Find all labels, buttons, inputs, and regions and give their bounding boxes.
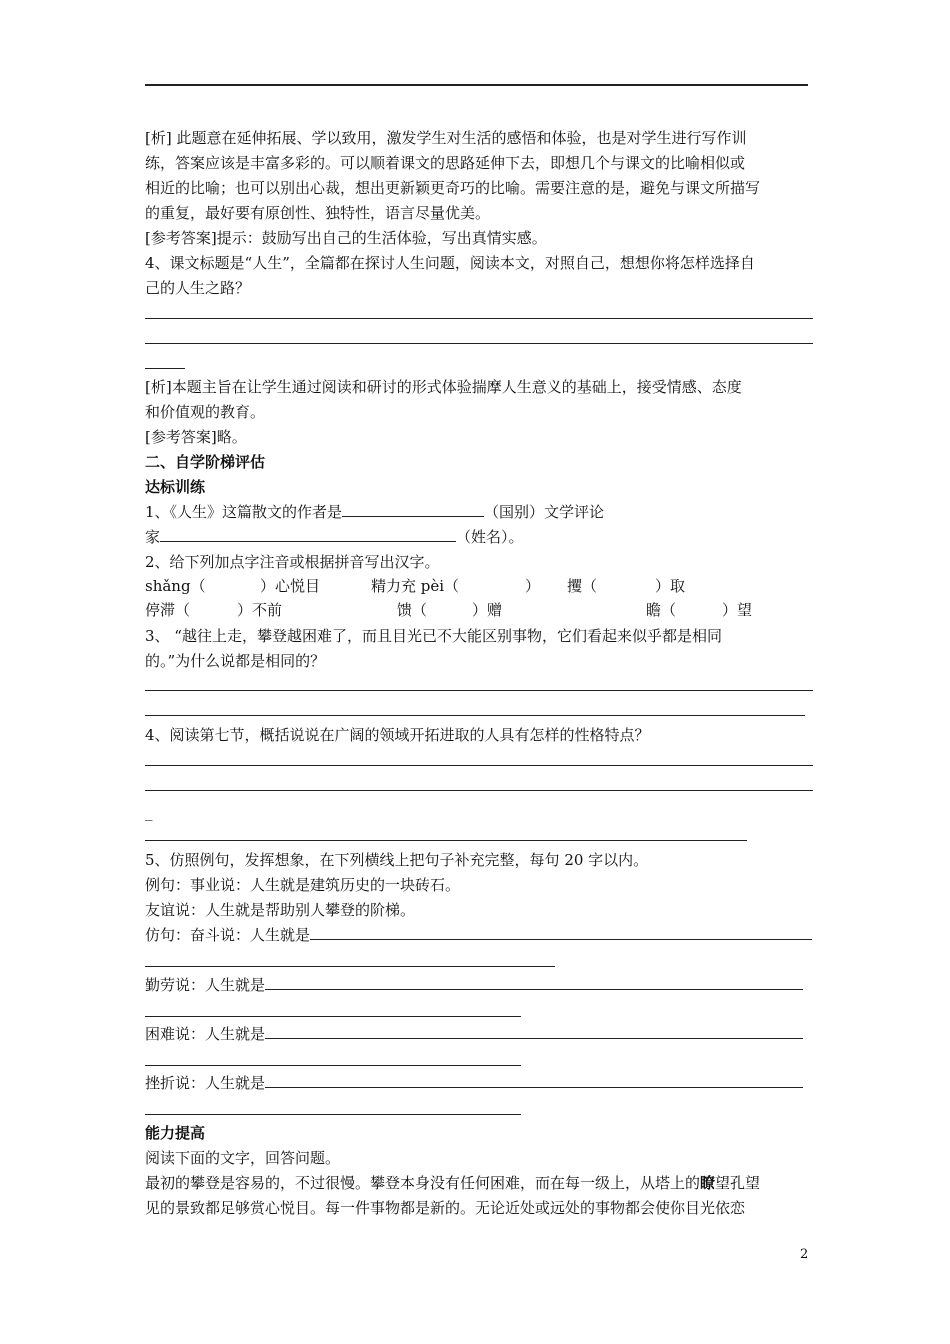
pinyin-item: ）不前 [237, 601, 283, 619]
blank-labor[interactable] [265, 973, 803, 990]
pinyin-item: ）取 [655, 577, 686, 595]
analysis-q4-line1: [析]本题主旨在让学生通过阅读和研讨的形式体验揣摩人生意义的基础上，接受情感、态度 [145, 378, 742, 396]
answer-q3: [参考答案]提示：鼓励写出自己的生活体验，写出真情实感。 [145, 229, 547, 247]
answer-q4: [参考答案]略。 [145, 428, 247, 446]
subsection-heading: 达标训练 [145, 478, 206, 496]
answer-line[interactable] [145, 790, 813, 791]
pinyin-item: ）赠 [472, 601, 503, 619]
pinyin-item: 停滞（ [145, 601, 191, 619]
passage-line1 [145, 1171, 760, 1195]
pinyin-item: ）望 [722, 601, 753, 619]
question-4b: 4、阅读第七节，概括说说在广阔的领域开拓进取的人具有怎样的性格特点？ [145, 726, 650, 744]
answer-line[interactable] [145, 765, 813, 766]
question-3-line2: 的。”为什么说都是相同的？ [145, 652, 326, 670]
blank-setback[interactable] [265, 1071, 803, 1088]
answer-line[interactable] [145, 715, 805, 716]
pinyin-item: 攫（ [567, 577, 598, 595]
question-5: 5、仿照例句，发挥想象，在下列横线上把句子补充完整，每句 20 字以内。 [145, 851, 649, 869]
analysis-q3-line3: 相近的比喻；也可以别出心裁，想出更新颖更奇巧的比喻。需要注意的是，避免与课文所描写 [145, 179, 761, 197]
question-4-line1: 4、课文标题是“人生”，全篇都在探讨人生问题，阅读本文，对照自己，想想你将怎样选择自 [145, 254, 755, 272]
pinyin-item: ） [525, 577, 541, 595]
imitate-label: 仿句：奋斗说：人生就是 [145, 926, 311, 944]
answer-line[interactable] [145, 318, 813, 319]
blank-imitate[interactable] [310, 923, 812, 940]
answer-line[interactable] [145, 840, 747, 841]
pinyin-item: ）心悦目 [260, 577, 321, 595]
imitate-prompt [145, 923, 812, 947]
labor-label: 勤劳说：人生就是 [145, 976, 266, 994]
section-heading: 二、自学阶梯评估 [145, 453, 266, 471]
question-1 [145, 500, 604, 524]
blank-country[interactable] [342, 500, 484, 517]
blank-name[interactable] [160, 525, 456, 542]
pinyin-item: 馈（ [397, 601, 428, 619]
passage-text: 最初的攀登是容易的，不过很慢。攀登本身没有任何困难，而在每一级上，从塔上的 [145, 1174, 701, 1192]
question-1-text-b: （国别）文学评论 [484, 503, 605, 521]
question-1-text-a: 1、《人生》这篇散文的作者是 [145, 503, 343, 521]
example-2: 友谊说：人生就是帮助别人攀登的阶梯。 [145, 901, 416, 919]
analysis-q3-line1: [析] 此题意在延伸拓展、学以致用，激发学生对生活的感悟和体验，也是对学生进行写作训 [145, 129, 747, 147]
pinyin-item: 瞻（ [646, 601, 677, 619]
example-1: 例句：事业说：人生就是建筑历史的一块砖石。 [145, 876, 461, 894]
question-4-line2: 己的人生之路？ [145, 279, 251, 297]
passage-tail: 望孔望 [715, 1174, 761, 1192]
question-1-text-c: 家 [145, 528, 161, 546]
subsection-heading-ability: 能力提高 [145, 1124, 206, 1142]
answer-line[interactable] [145, 966, 555, 967]
difficulty-prompt [145, 1022, 803, 1046]
page-number: 2 [800, 1247, 809, 1262]
blank-difficulty[interactable] [265, 1022, 803, 1039]
answer-line[interactable] [145, 1114, 521, 1115]
pinyin-item: 精力充 pèi（ [371, 577, 460, 595]
question-3-line1: 3、 “越往上走，攀登越困难了，而且目光已不大能区别事物，它们看起来似乎都是相同 [145, 627, 722, 645]
labor-prompt [145, 973, 803, 997]
analysis-q3-line4: 的重复，最好要有原创性、独特性，语言尽量优美。 [145, 204, 491, 222]
analysis-q4-line2: 和价值观的教育。 [145, 403, 266, 421]
setback-label: 挫折说：人生就是 [145, 1074, 266, 1092]
answer-line[interactable] [145, 368, 185, 369]
question-2: 2、给下列加点字注音或根据拼音写出汉字。 [145, 553, 440, 571]
answer-line[interactable] [145, 343, 813, 344]
passage-bold-char: 瞭 [700, 1174, 716, 1192]
question-1-cont [145, 525, 524, 549]
top-answer-line [145, 84, 808, 86]
passage-line2: 见的景致都足够赏心悦目。每一件事物都是新的。无论近处或远处的事物都会使你目光依恋 [145, 1199, 746, 1217]
setback-prompt [145, 1071, 803, 1095]
dash-mark: _ [145, 803, 153, 821]
reading-intro: 阅读下面的文字，回答问题。 [145, 1149, 341, 1167]
analysis-q3-line2: 练，答案应该是丰富多彩的。可以顺着课文的思路延伸下去，即想几个与课文的比喻相似或 [145, 154, 746, 172]
pinyin-item: shǎng（ [145, 577, 206, 595]
answer-line[interactable] [145, 1016, 521, 1017]
question-1-text-d: （姓名）。 [456, 528, 524, 546]
difficulty-label: 困难说：人生就是 [145, 1025, 266, 1043]
answer-line[interactable] [145, 690, 813, 691]
answer-line[interactable] [145, 1065, 521, 1066]
